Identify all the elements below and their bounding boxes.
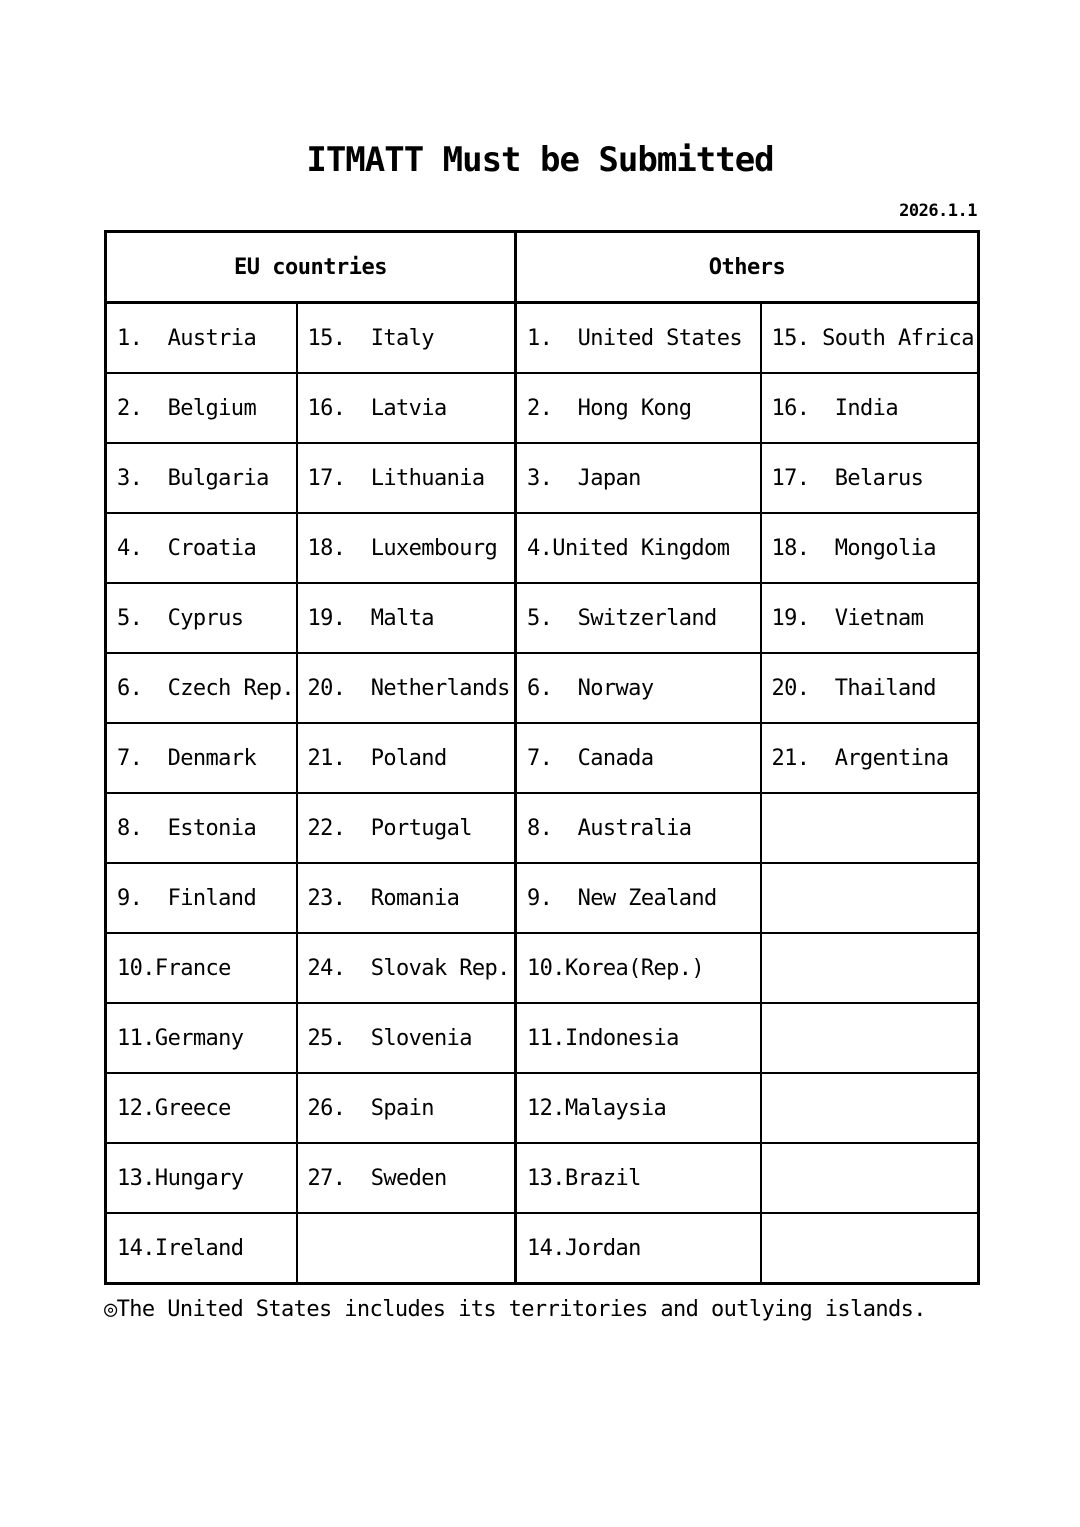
other-country-cell-b: 15. South Africa xyxy=(761,303,979,374)
eu-country-cell-a: 2. Belgium xyxy=(106,373,297,443)
table-row xyxy=(106,793,979,863)
document-date: 2026.1.1 xyxy=(899,201,977,221)
other-country-cell-a: 11.Indonesia xyxy=(516,1003,761,1073)
eu-country-cell-b: 19. Malta xyxy=(297,583,516,653)
eu-countries-header: EU countries xyxy=(106,232,516,303)
other-country-cell-b xyxy=(761,1143,979,1213)
eu-country-cell-a: 4. Croatia xyxy=(106,513,297,583)
eu-country-cell-b: 15. Italy xyxy=(297,303,516,374)
other-country-cell-a: 13.Brazil xyxy=(516,1143,761,1213)
other-country-cell-a: 3. Japan xyxy=(516,443,761,513)
eu-country-cell-a: 12.Greece xyxy=(106,1073,297,1143)
table-header-row xyxy=(106,232,979,303)
eu-country-cell-a: 5. Cyprus xyxy=(106,583,297,653)
other-country-cell-b: 20. Thailand xyxy=(761,653,979,723)
other-country-cell-a: 10.Korea(Rep.) xyxy=(516,933,761,1003)
table-row xyxy=(106,933,979,1003)
eu-country-cell-a: 6. Czech Rep. xyxy=(106,653,297,723)
other-country-cell-b xyxy=(761,1003,979,1073)
footnote: ◎The United States includes its territories and outlying islands. xyxy=(104,1297,926,1322)
other-country-cell-a: 8. Australia xyxy=(516,793,761,863)
other-country-cell-a: 6. Norway xyxy=(516,653,761,723)
table-row xyxy=(106,863,979,933)
other-country-cell-b xyxy=(761,793,979,863)
eu-country-cell-a: 7. Denmark xyxy=(106,723,297,793)
other-country-cell-b xyxy=(761,863,979,933)
countries-table xyxy=(104,230,980,1285)
other-country-cell-a: 4.United Kingdom xyxy=(516,513,761,583)
table-row xyxy=(106,1213,979,1284)
eu-country-cell-b: 23. Romania xyxy=(297,863,516,933)
eu-country-cell-a: 8. Estonia xyxy=(106,793,297,863)
eu-country-cell-b: 17. Lithuania xyxy=(297,443,516,513)
page-title: ITMATT Must be Submitted xyxy=(306,140,774,180)
other-country-cell-a: 12.Malaysia xyxy=(516,1073,761,1143)
eu-country-cell-b: 26. Spain xyxy=(297,1073,516,1143)
table-row xyxy=(106,653,979,723)
table-row xyxy=(106,723,979,793)
eu-country-cell-a: 3. Bulgaria xyxy=(106,443,297,513)
eu-country-cell-b: 22. Portugal xyxy=(297,793,516,863)
other-country-cell-a: 9. New Zealand xyxy=(516,863,761,933)
eu-country-cell-b: 24. Slovak Rep. xyxy=(297,933,516,1003)
eu-country-cell-b: 27. Sweden xyxy=(297,1143,516,1213)
eu-country-cell-a: 10.France xyxy=(106,933,297,1003)
other-country-cell-b xyxy=(761,1213,979,1284)
eu-country-cell-b: 18. Luxembourg xyxy=(297,513,516,583)
other-country-cell-a: 14.Jordan xyxy=(516,1213,761,1284)
eu-country-cell-b: 16. Latvia xyxy=(297,373,516,443)
table-row xyxy=(106,583,979,653)
other-country-cell-b xyxy=(761,1073,979,1143)
table-row xyxy=(106,373,979,443)
other-country-cell-a: 2. Hong Kong xyxy=(516,373,761,443)
other-country-cell-b: 16. India xyxy=(761,373,979,443)
eu-country-cell-a: 1. Austria xyxy=(106,303,297,374)
other-country-cell-b: 17. Belarus xyxy=(761,443,979,513)
other-country-cell-b: 21. Argentina xyxy=(761,723,979,793)
table-row xyxy=(106,1073,979,1143)
other-country-cell-a: 7. Canada xyxy=(516,723,761,793)
eu-country-cell-a: 13.Hungary xyxy=(106,1143,297,1213)
table-row xyxy=(106,513,979,583)
other-country-cell-b xyxy=(761,933,979,1003)
eu-country-cell-b xyxy=(297,1213,516,1284)
table-body xyxy=(106,303,979,1284)
table-row xyxy=(106,1143,979,1213)
eu-country-cell-b: 21. Poland xyxy=(297,723,516,793)
eu-country-cell-b: 20. Netherlands xyxy=(297,653,516,723)
other-country-cell-b: 18. Mongolia xyxy=(761,513,979,583)
table-row xyxy=(106,443,979,513)
other-country-cell-a: 1. United States xyxy=(516,303,761,374)
eu-country-cell-a: 14.Ireland xyxy=(106,1213,297,1284)
other-country-cell-b: 19. Vietnam xyxy=(761,583,979,653)
eu-country-cell-a: 9. Finland xyxy=(106,863,297,933)
eu-country-cell-b: 25. Slovenia xyxy=(297,1003,516,1073)
others-header: Others xyxy=(516,232,979,303)
eu-country-cell-a: 11.Germany xyxy=(106,1003,297,1073)
table-row xyxy=(106,1003,979,1073)
table-row xyxy=(106,303,979,374)
other-country-cell-a: 5. Switzerland xyxy=(516,583,761,653)
